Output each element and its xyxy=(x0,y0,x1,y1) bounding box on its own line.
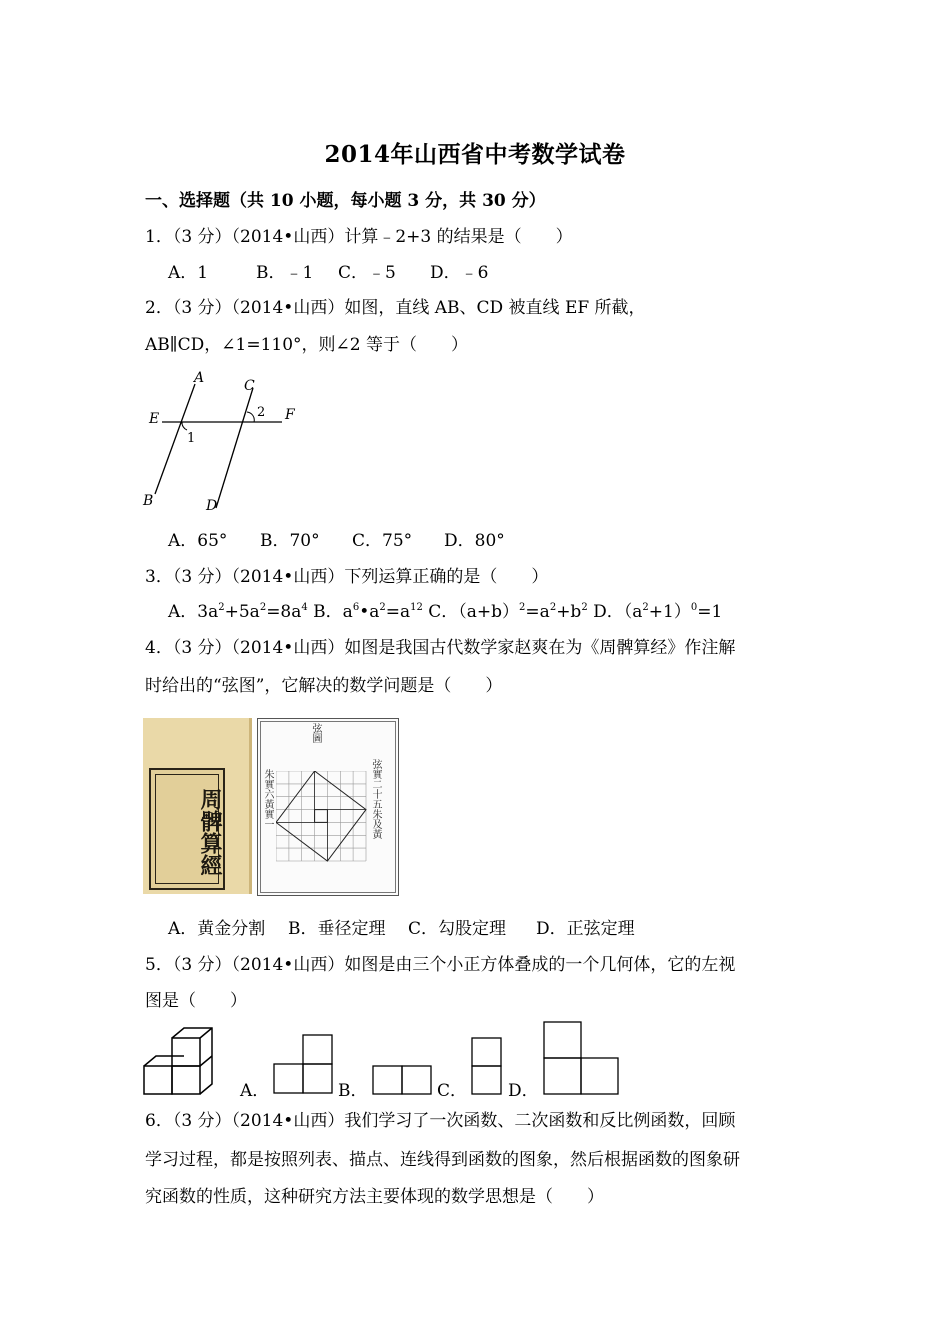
q6-stem-line1: 6．（3 分）（2014•山西）我们学习了一次函数、二次函数和反比例函数，回顾 xyxy=(145,1111,736,1131)
q5-option-d-label: D． xyxy=(508,1081,539,1101)
q1-option-a: A．1 xyxy=(168,263,209,283)
q3-stem: 3．（3 分）（2014•山西）下列运算正确的是（ ） xyxy=(145,567,549,587)
string-diagram-grid xyxy=(276,771,368,863)
q5-option-b-label: B． xyxy=(338,1081,368,1101)
q2-stem-line1: 2．（3 分）（2014•山西）如图，直线 AB、CD 被直线 EF 所截， xyxy=(145,298,646,318)
q4-option-a: A．黄金分割 xyxy=(168,919,266,939)
q3-option-b-label: B． xyxy=(313,602,343,622)
label-b: B xyxy=(143,493,154,509)
q6-stem-line2: 学习过程，都是按照列表、描点、连线得到函数的图象，然后根据函数的图象研 xyxy=(145,1150,740,1170)
q6-stem-line3: 究函数的性质，这种研究方法主要体现的数学思想是（ ） xyxy=(145,1187,604,1207)
label-2: 2 xyxy=(257,405,266,420)
q1-option-b: B．﹣1 xyxy=(256,263,314,283)
angle-1-arc xyxy=(182,422,187,430)
parallel-lines-figure xyxy=(140,368,310,518)
line-cd xyxy=(216,388,253,508)
label-a: A xyxy=(194,370,205,386)
diagram-side-text-right: 弦實二十五朱及黃 xyxy=(370,759,381,839)
q5-option-d-figure xyxy=(542,1020,622,1096)
q4-option-b: B．垂径定理 xyxy=(288,919,386,939)
q3-option-c-label: C． xyxy=(428,602,459,622)
q1-option-c: C．﹣5 xyxy=(338,263,396,283)
q5-stem-line2: 图是（ ） xyxy=(145,991,247,1011)
q2-options xyxy=(168,530,505,552)
q5-option-c-label: C． xyxy=(437,1081,468,1101)
cube-stack-figure xyxy=(140,1022,220,1098)
q2-option-c: C．75° xyxy=(352,531,413,551)
q4-option-c: C．勾股定理 xyxy=(408,919,507,939)
q4-stem-line2: 时给出的“弦图”，它解决的数学问题是（ ） xyxy=(145,676,503,696)
q4-stem-line1: 4．（3 分）（2014•山西）如图是我国古代数学家赵爽在为《周髀算经》作注解 xyxy=(145,638,736,658)
q3-option-d-expr: $(a^2+1)^0=1$ xyxy=(623,602,723,622)
q5-option-a-figure xyxy=(272,1032,334,1096)
q1-option-d: D．﹣6 xyxy=(430,263,489,283)
label-d: D xyxy=(206,498,218,514)
q2-option-b: B．70° xyxy=(260,531,320,551)
book-title-label xyxy=(149,768,225,890)
q5-stem-line1: 5．（3 分）（2014•山西）如图是由三个小正方体叠成的一个几何体，它的左视 xyxy=(145,955,736,975)
q4-option-d: D．正弦定理 xyxy=(536,919,635,939)
q1-options xyxy=(168,262,488,284)
q2-option-d: D．80° xyxy=(444,531,505,551)
book-title-text: 周髀算經 xyxy=(197,788,223,876)
string-diagram-image xyxy=(257,718,399,896)
exam-title: 2014年山西省中考数学试卷 xyxy=(324,141,626,168)
q5-option-a-label: A． xyxy=(240,1081,270,1101)
q2-stem-line2: AB∥CD，∠1=110°，则∠2 等于（ ） xyxy=(145,335,468,355)
zhoubi-book-cover-image xyxy=(143,718,252,894)
q3-option-b-expr: $a^6•a^2=a^{12}$ xyxy=(342,602,423,622)
q3-options xyxy=(168,601,722,623)
label-1: 1 xyxy=(187,431,196,446)
q3-option-a-label: A． xyxy=(168,602,198,622)
q3-option-d-label: D． xyxy=(593,602,624,622)
angle-2-arc xyxy=(247,412,254,422)
q3-option-c-expr: $(a+b)^2=a^2+b^2$ xyxy=(458,602,588,622)
q3-option-a-expr: $3a^2+5a^2=8a^4$ xyxy=(197,602,308,622)
q1-stem: 1．（3 分）（2014•山西）计算﹣2+3 的结果是（ ） xyxy=(145,227,573,247)
q5-option-b-figure xyxy=(371,1064,433,1096)
label-e: E xyxy=(149,411,160,427)
label-c: C xyxy=(244,378,255,394)
q5-option-c-figure xyxy=(470,1036,504,1096)
diagram-caption: 弦圖 xyxy=(310,723,321,743)
diagram-side-text-left: 朱實六黃實一 xyxy=(262,769,273,829)
section-heading: 一、选择题（共 10 小题，每小题 3 分，共 30 分） xyxy=(145,191,546,211)
q2-option-a: A．65° xyxy=(168,531,228,551)
q4-options xyxy=(168,918,635,940)
label-f: F xyxy=(285,407,295,423)
